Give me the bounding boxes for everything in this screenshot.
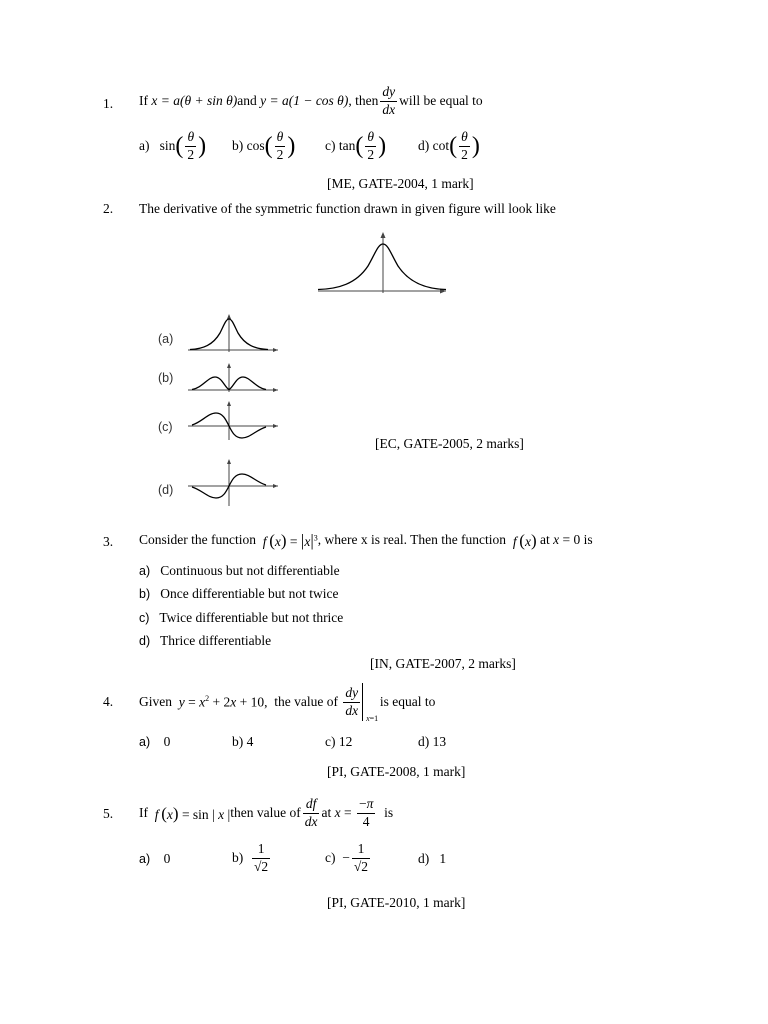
option-b-label: (b) <box>158 371 174 385</box>
q1-option-d-letter: d) <box>418 138 430 154</box>
q2-source: [EC, GATE-2005, 2 marks] <box>375 436 524 451</box>
q3-function-expr: f $(x) = |x|^3$ <box>262 530 318 550</box>
q3-option-b-letter: b) <box>139 587 151 601</box>
q3-option-d <box>139 634 271 648</box>
q5-x-value-fraction: $\frac{-\pi}{4}$ <box>358 796 374 829</box>
question-3-stem <box>139 528 593 552</box>
q4-option-d <box>418 735 446 749</box>
q1-option-b-fn: cos <box>246 138 265 154</box>
option-b-graph <box>188 362 280 392</box>
option-a-graph <box>188 313 280 353</box>
q5-option-c-letter: c) <box>325 850 336 866</box>
q5-option-a <box>139 852 170 866</box>
q4-option-c <box>325 735 352 749</box>
question-2-number: 2. <box>103 201 114 216</box>
question-4-stem <box>139 682 435 722</box>
q5-option-b-letter: b) <box>232 850 244 866</box>
q1-if-text: If <box>139 93 148 109</box>
q3-option-a-letter: a) <box>139 564 151 578</box>
q1-option-b-letter: b) <box>232 138 244 154</box>
question-5-number: 5. <box>103 806 114 821</box>
q5-option-d-letter: d) <box>418 851 430 866</box>
q5-option-a-letter: a) <box>139 852 151 866</box>
q4-option-a <box>139 735 170 749</box>
q4-option-b-text: 4 <box>246 734 254 749</box>
q3-option-c-letter: c) <box>139 611 150 625</box>
q5-function-expr: f (x) = sin | x | <box>154 803 231 823</box>
q1-option-d: d) cot ( $\frac{\theta}{2}$ ) <box>418 129 480 162</box>
bell-curve-figure <box>318 230 448 296</box>
q4-option-c-text: 12 <box>338 734 353 749</box>
question-5-stem: If f (x) = sin | x | then value of $\frac{df}{dx}$ at x = $\frac{-\pi}{4}$ is <box>139 796 394 829</box>
q1-option-d-fn: cot <box>432 138 450 154</box>
q3-option-a-text: Continuous but not differentiable <box>160 563 340 578</box>
q5-option-c: c) − $\frac{1}{√2}$ <box>325 841 369 874</box>
question-3-number: 3. <box>103 534 114 549</box>
q3-option-d-text: Thrice differentiable <box>160 633 272 648</box>
q3-at-expr: at x = 0 <box>540 532 581 548</box>
option-d-label: (d) <box>158 483 174 497</box>
q3-option-c <box>139 611 343 625</box>
q3-mid-text: , where x is real. Then the function <box>317 532 507 548</box>
q4-option-d-letter: d) <box>418 734 430 749</box>
q3-option-d-letter: d) <box>139 634 151 648</box>
q3-pre-text: Consider the function <box>139 532 256 548</box>
q5-pre-text: If <box>139 805 148 821</box>
q1-option-c-letter: c) <box>325 138 336 154</box>
q1-option-b: b) cos ( $\frac{\theta}{2}$ ) <box>232 129 296 162</box>
q5-source: [PI, GATE-2010, 1 mark] <box>327 895 466 910</box>
q4-option-d-text: 13 <box>432 734 447 749</box>
q5-option-d-text: 1 <box>439 851 447 866</box>
q4-option-a-text: 0 <box>163 734 171 749</box>
option-d-graph <box>188 458 280 506</box>
q4-post-text: is equal to <box>379 694 436 710</box>
q1-ending-text: will be equal to <box>399 93 483 109</box>
q4-equation: $y = x^2 + 2x + 10$, <box>178 694 268 710</box>
q1-dy-dx-fraction: $\frac{dy}{dx}$ <box>382 84 396 117</box>
option-a-label: (a) <box>158 332 174 346</box>
q3-fx-expr: f (x) <box>512 530 537 550</box>
q5-option-b-fraction: $\frac{1}{√2}$ <box>254 841 269 874</box>
q3-option-c-text: Twice differentiable but not thrice <box>159 610 344 625</box>
q1-expr-y: y = a(1 − cos θ) <box>260 93 349 109</box>
q1-then-text: , then <box>348 93 379 109</box>
q4-option-b-letter: b) <box>232 734 244 749</box>
q4-option-c-letter: c) <box>325 734 336 749</box>
q3-option-a <box>139 564 340 578</box>
question-1-number: 1. <box>103 96 114 111</box>
question-2-text: The derivative of the symmetric function drawn in given figure will look like <box>139 201 556 216</box>
option-c-graph <box>188 400 280 440</box>
question-4-number: 4. <box>103 694 114 709</box>
q1-option-a: a) sin ( $\frac{\theta}{2}$ ) <box>139 129 207 162</box>
q5-option-a-text: 0 <box>163 851 171 866</box>
q1-option-c: c) tan ( $\frac{\theta}{2}$ ) <box>325 129 387 162</box>
q4-eval-bar: x=1 <box>362 683 373 721</box>
q5-df-dx-fraction: $\frac{df}{dx}$ <box>304 796 318 829</box>
q1-option-a-fn: sin <box>159 138 176 154</box>
q5-option-b <box>232 838 272 878</box>
q1-source: [ME, GATE-2004, 1 mark] <box>327 176 474 191</box>
q3-option-b-text: Once differentiable but not twice <box>160 586 339 601</box>
q1-expr-x: x = a(θ + sin θ) <box>151 93 238 109</box>
q4-option-b <box>232 735 253 749</box>
q3-option-b <box>139 587 338 601</box>
q1-and-text: and <box>237 93 257 109</box>
q1-option-c-fn: tan <box>338 138 356 154</box>
q5-post-text: is <box>384 805 394 821</box>
q3-post-text: is <box>583 532 593 548</box>
q5-at-text: at <box>321 805 332 821</box>
q4-dy-dx-fraction: $\frac{dy}{dx}$ <box>345 685 359 718</box>
q3-source: [IN, GATE-2007, 2 marks] <box>370 656 516 671</box>
q5-mid-text: then value of <box>230 805 301 821</box>
q5-option-c-fraction: $\frac{1}{√2}$ <box>353 841 369 874</box>
q4-mid-text: the value of <box>274 694 338 710</box>
option-c-label: (c) <box>158 420 173 434</box>
question-1-stem <box>139 86 483 116</box>
q4-pre-text: Given <box>139 694 172 710</box>
q1-option-a-letter: a) <box>139 138 150 154</box>
q4-source: [PI, GATE-2008, 1 mark] <box>327 764 466 779</box>
q4-option-a-letter: a) <box>139 735 151 749</box>
q5-option-d <box>418 852 446 866</box>
